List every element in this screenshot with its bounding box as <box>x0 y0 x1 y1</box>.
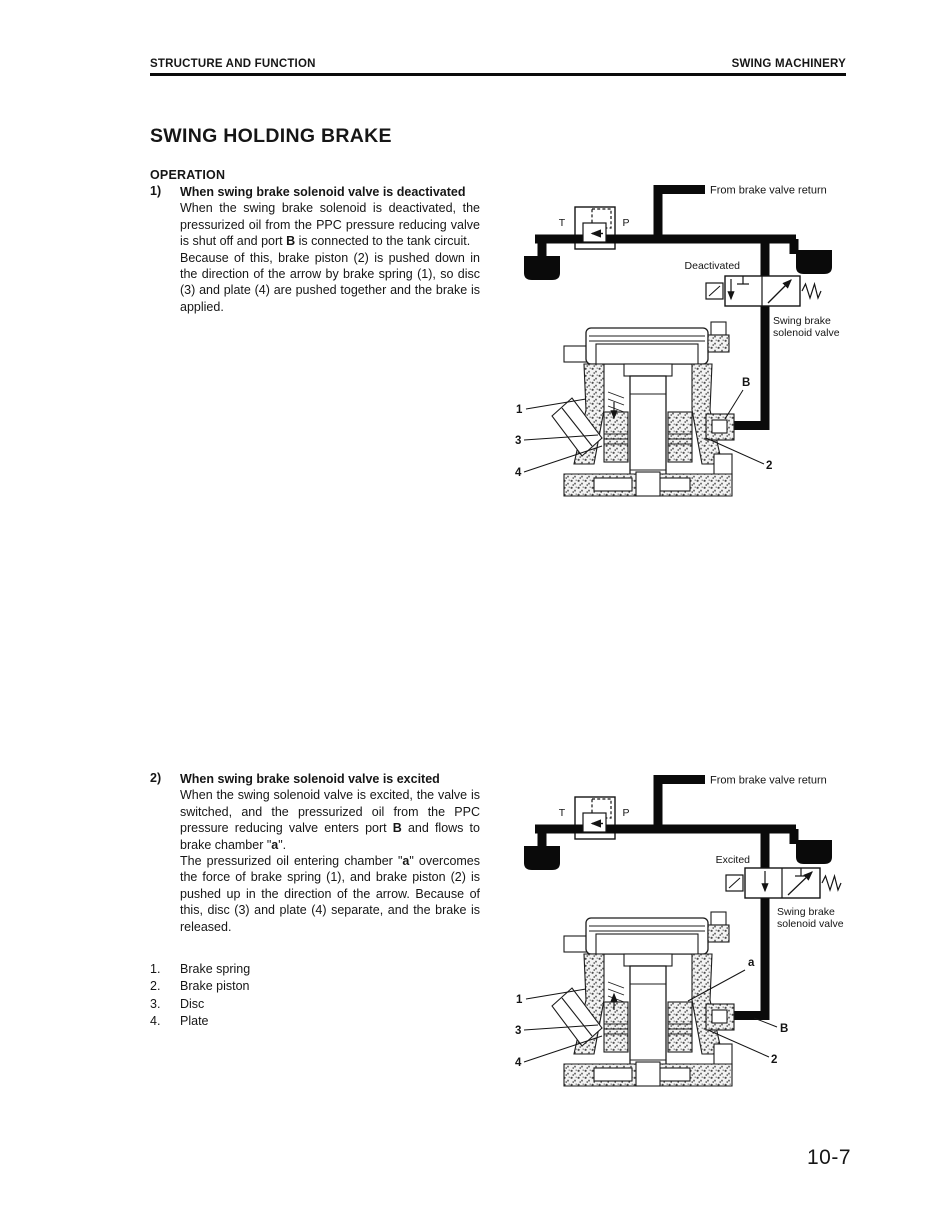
port-t-label: T <box>558 217 566 229</box>
list-item <box>150 961 250 978</box>
part-label: Plate <box>180 1013 209 1028</box>
tank-icon <box>796 840 832 864</box>
section-1 <box>150 168 482 315</box>
return-line-label: From brake valve return <box>710 184 827 197</box>
callout-4: 4 <box>515 467 522 479</box>
section-2 <box>150 771 482 935</box>
spring-icon <box>822 876 841 890</box>
part-number: 4. <box>150 1013 161 1028</box>
callout-1: 1 <box>516 994 523 1006</box>
section-number: 2) <box>150 771 162 785</box>
part-label: Disc <box>180 996 205 1011</box>
callout-2: 2 <box>771 1054 778 1066</box>
section-heading: When swing brake solenoid valve is deactivated <box>180 185 466 199</box>
list-item <box>150 996 250 1013</box>
port-p-label: P <box>622 807 630 819</box>
callout-b: B <box>742 377 751 389</box>
brake-spring-detail <box>608 392 624 412</box>
diagram-brake-applied <box>500 178 852 512</box>
part-number: 2. <box>150 979 161 994</box>
port-p-label: P <box>622 217 630 229</box>
swing-machinery-cross-section <box>552 322 734 496</box>
paragraph: When the swing brake solenoid is deactivated, the pressurized oil from the PPC pressure reducing valve is shut off and port B is connected to the tank circuit. <box>180 201 480 249</box>
callout-a: a <box>748 957 755 969</box>
part-label: Brake spring <box>180 962 251 976</box>
solenoid-valve-label-line1: Swing brake <box>773 315 831 327</box>
diagram-brake-released <box>500 768 852 1102</box>
callout-3: 3 <box>515 1025 522 1037</box>
paragraph: The pressurized oil entering chamber "a" overcomes the force of brake spring (1), and brake piston (2) is pushed up in the direction of the arrow. Because of this, disc (3) and plate (4) separate, and the brake is released. <box>180 854 481 934</box>
paragraph: When the swing solenoid valve is excited, the valve is switched, and the pressurized oil from the PPC pressure reducing valve enters port B and flows to brake chamber "a". <box>180 788 480 852</box>
parts-list <box>150 961 250 1030</box>
section-number: 1) <box>150 184 162 198</box>
swing-machinery-cross-section <box>552 912 734 1086</box>
spring-icon <box>802 284 821 298</box>
port-t-label: T <box>558 807 566 819</box>
brake-spring-detail <box>608 982 624 1002</box>
page-number: 10-7 <box>806 1146 852 1169</box>
section-heading: When swing brake solenoid valve is excited <box>180 772 440 786</box>
page-title: SWING HOLDING BRAKE <box>150 125 392 147</box>
solenoid-valve-label-line1: Swing brake <box>777 906 835 918</box>
tank-icon <box>524 846 560 870</box>
tank-icon <box>524 256 560 280</box>
tank-icon <box>796 250 832 274</box>
state-label: Deactivated <box>684 260 740 272</box>
callout-2: 2 <box>766 460 773 472</box>
solenoid-valve-label-line2: solenoid valve <box>777 918 844 930</box>
callout-4: 4 <box>515 1057 522 1069</box>
solenoid-valve-symbol <box>706 276 821 306</box>
list-item <box>150 1013 250 1030</box>
paragraph: Because of this, brake piston (2) is pushed down in the direction of the arrow by brake spring (1), so disc (3) and plate (4) are pushed together and the brake is applied. <box>180 250 480 314</box>
operation-heading: OPERATION <box>150 168 226 182</box>
callout-1: 1 <box>516 404 523 416</box>
part-number: 3. <box>150 996 161 1011</box>
solenoid-valve-symbol <box>726 868 841 898</box>
header-left: STRUCTURE AND FUNCTION <box>150 58 316 70</box>
header-right: SWING MACHINERY <box>731 58 846 70</box>
header-rule <box>150 73 846 76</box>
callout-b: B <box>780 1023 789 1035</box>
state-label: Excited <box>715 854 750 866</box>
part-label: Brake piston <box>180 979 250 994</box>
part-number: 1. <box>150 962 161 976</box>
return-line-label: From brake valve return <box>710 774 827 787</box>
callout-3: 3 <box>515 435 522 447</box>
list-item <box>150 978 250 995</box>
solenoid-valve-label-line2: solenoid valve <box>773 327 840 339</box>
